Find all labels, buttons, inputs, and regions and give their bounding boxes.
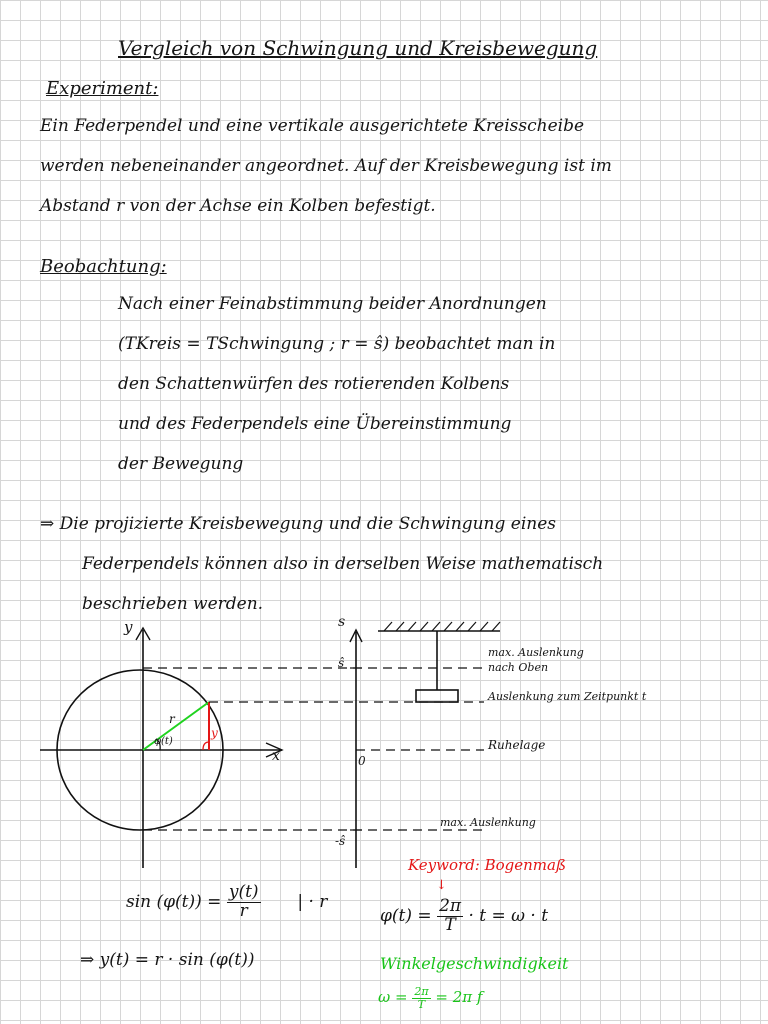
y-side-label: y <box>211 726 218 740</box>
omega-formula <box>378 986 482 1010</box>
experiment-line-1: Ein Federpendel und eine vertikale ausgerichtete Kreisscheibe <box>40 116 585 136</box>
phi-numerator: 2π <box>439 896 462 916</box>
omega-denominator: T <box>417 997 426 1011</box>
y-axis-label: y <box>124 618 133 636</box>
omega-formula-left: ω = <box>378 988 408 1007</box>
keyword-label: Keyword: Bogenmaß <box>408 856 566 874</box>
experiment-heading: Experiment: <box>46 78 159 99</box>
conclusion-line-3: beschrieben werden. <box>82 594 264 614</box>
omega-numerator: 2π <box>414 985 429 998</box>
phi-fraction <box>437 898 463 935</box>
sin-formula <box>126 884 327 921</box>
max-up-label-1: max. Auslenkung <box>488 646 584 659</box>
sin-numerator: y(t) <box>228 882 259 902</box>
sin-operation: | · r <box>297 891 328 912</box>
radius-label: r <box>169 712 175 726</box>
zero-label: 0 <box>358 754 366 768</box>
x-axis-label: x <box>272 748 280 764</box>
s-axis-label: s <box>338 614 346 630</box>
phi-denominator: T <box>444 914 456 935</box>
sin-formula-left: sin (φ(t)) = <box>126 891 222 912</box>
max-up-label-2: nach Oben <box>488 661 549 674</box>
omega-formula-right: = 2π f <box>435 988 483 1007</box>
conclusion-line-1: ⇒ Die projizierte Kreisbewegung und die Schwingung eines <box>40 514 556 534</box>
angle-label: φ(t) <box>154 736 173 747</box>
deflection-label: Auslenkung zum Zeitpunkt t <box>488 690 647 703</box>
sin-fraction <box>227 884 261 921</box>
max-down-label: max. Auslenkung <box>440 816 536 829</box>
observation-line-5: der Bewegung <box>118 454 244 474</box>
observation-line-2: (TKreis = TSchwingung ; r = ŝ) beobachtet man in <box>118 334 556 354</box>
s-hat-label: ŝ <box>338 656 345 670</box>
sin-denominator: r <box>239 900 248 921</box>
pendulum-mass <box>416 690 458 702</box>
angular-velocity-label: Winkelgeschwindigkeit <box>380 954 569 973</box>
conclusion-line-2: Federpendels können also in derselben Weise mathematisch <box>82 554 604 574</box>
rest-label: Ruhelage <box>488 738 546 752</box>
omega-fraction <box>412 986 430 1010</box>
experiment-line-3: Abstand r von der Achse ein Kolben befestigt. <box>40 196 436 216</box>
radius-line <box>143 702 209 750</box>
experiment-line-2: werden nebeneinander angeordnet. Auf der Kreisbewegung ist im <box>40 156 612 176</box>
observation-line-1: Nach einer Feinabstimmung beider Anordnungen <box>118 294 547 314</box>
observation-heading: Beobachtung: <box>40 256 167 277</box>
phi-formula-left: φ(t) = <box>380 905 432 926</box>
observation-line-3: den Schattenwürfen des rotierenden Kolbens <box>118 374 510 394</box>
observation-line-4: und des Federpendels eine Übereinstimmung <box>118 414 512 434</box>
phi-formula <box>380 898 548 935</box>
ceiling-hatch <box>384 622 500 631</box>
neg-s-label: -ŝ <box>335 834 346 848</box>
phi-formula-right: · t = ω · t <box>468 905 549 926</box>
keyword-arrow: ↓ <box>436 878 447 893</box>
page-title: Vergleich von Schwingung und Kreisbewegung <box>118 36 598 60</box>
y-result-formula: ⇒ y(t) = r · sin (φ(t)) <box>80 950 255 970</box>
